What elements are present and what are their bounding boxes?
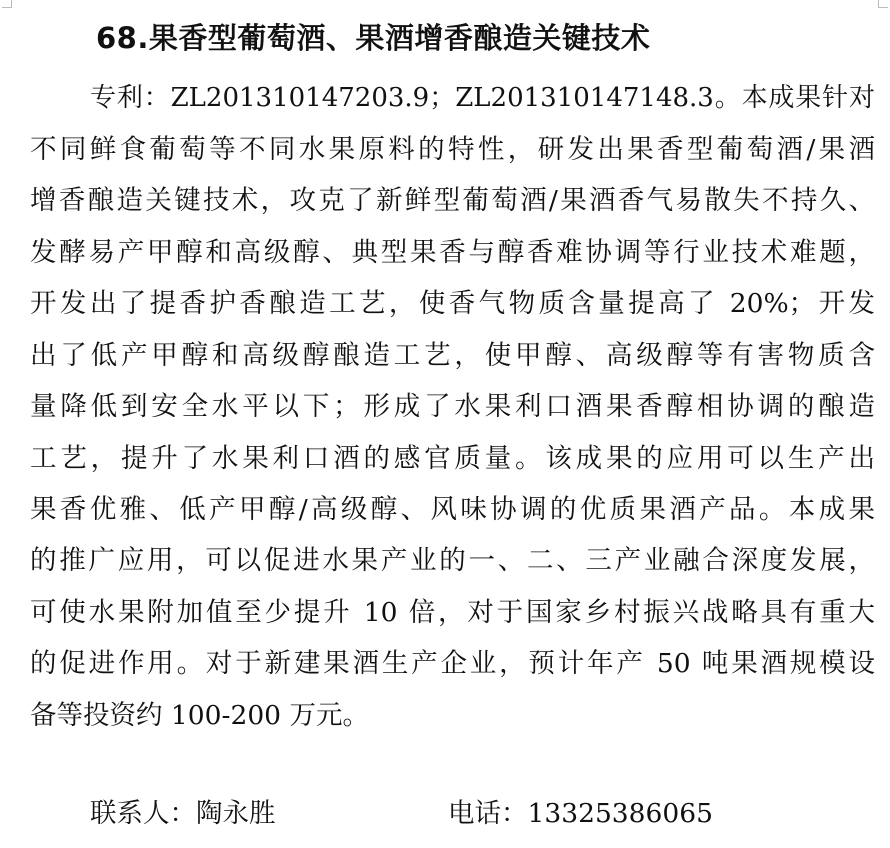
body-line-10: 的推广应用，可以促进水果产业的一、二、三产业融合深度发展，: [30, 545, 875, 576]
body-line-6: 出了低产甲醇和高级醇酿造工艺，使甲醇、高级醇等有害物质含: [30, 340, 875, 371]
body-line-3: 增香酿造关键技术，攻克了新鲜型葡萄酒/果酒香气易散失不持久、: [30, 185, 875, 216]
body-line-5: 开发出了提香护香酿造工艺，使香气物质含量提高了 20%；开发: [30, 288, 875, 319]
body-line-1: 专利：ZL201310147203.9；ZL201310147148.3。本成果针对: [90, 83, 875, 113]
crop-mark-right: [878, 0, 888, 8]
body-line-12: 的促进作用。对于新建果酒生产企业，预计年产 50 吨果酒规模设: [30, 648, 875, 679]
body-line-2: 不同鲜食葡萄等不同水果原料的特性，研发出果香型葡萄酒/果酒: [30, 134, 875, 165]
body-line-8: 工艺，提升了水果利口酒的感官质量。该成果的应用可以生产出: [30, 443, 875, 474]
body-line-11: 可使水果附加值至少提升 10 倍，对于国家乡村振兴战略具有重大: [30, 597, 875, 628]
document-title: 68.果香型葡萄酒、果酒增香酿造关键技术: [96, 21, 651, 55]
body-line-9: 果香优雅、低产甲醇/高级醇、风味协调的优质果酒产品。本成果: [30, 494, 875, 525]
body-line-7: 量降低到安全水平以下；形成了水果利口酒果香醇相协调的酿造: [30, 391, 875, 422]
body-line-4: 发酵易产甲醇和高级醇、典型果香与醇香难协调等行业技术难题，: [30, 237, 875, 268]
contact-person: 联系人：陶永胜: [90, 798, 276, 829]
crop-mark-left: [2, 0, 12, 8]
contact-phone: 电话：13325386065: [448, 798, 713, 829]
body-line-13: 备等投资约 100-200 万元。: [30, 700, 369, 731]
